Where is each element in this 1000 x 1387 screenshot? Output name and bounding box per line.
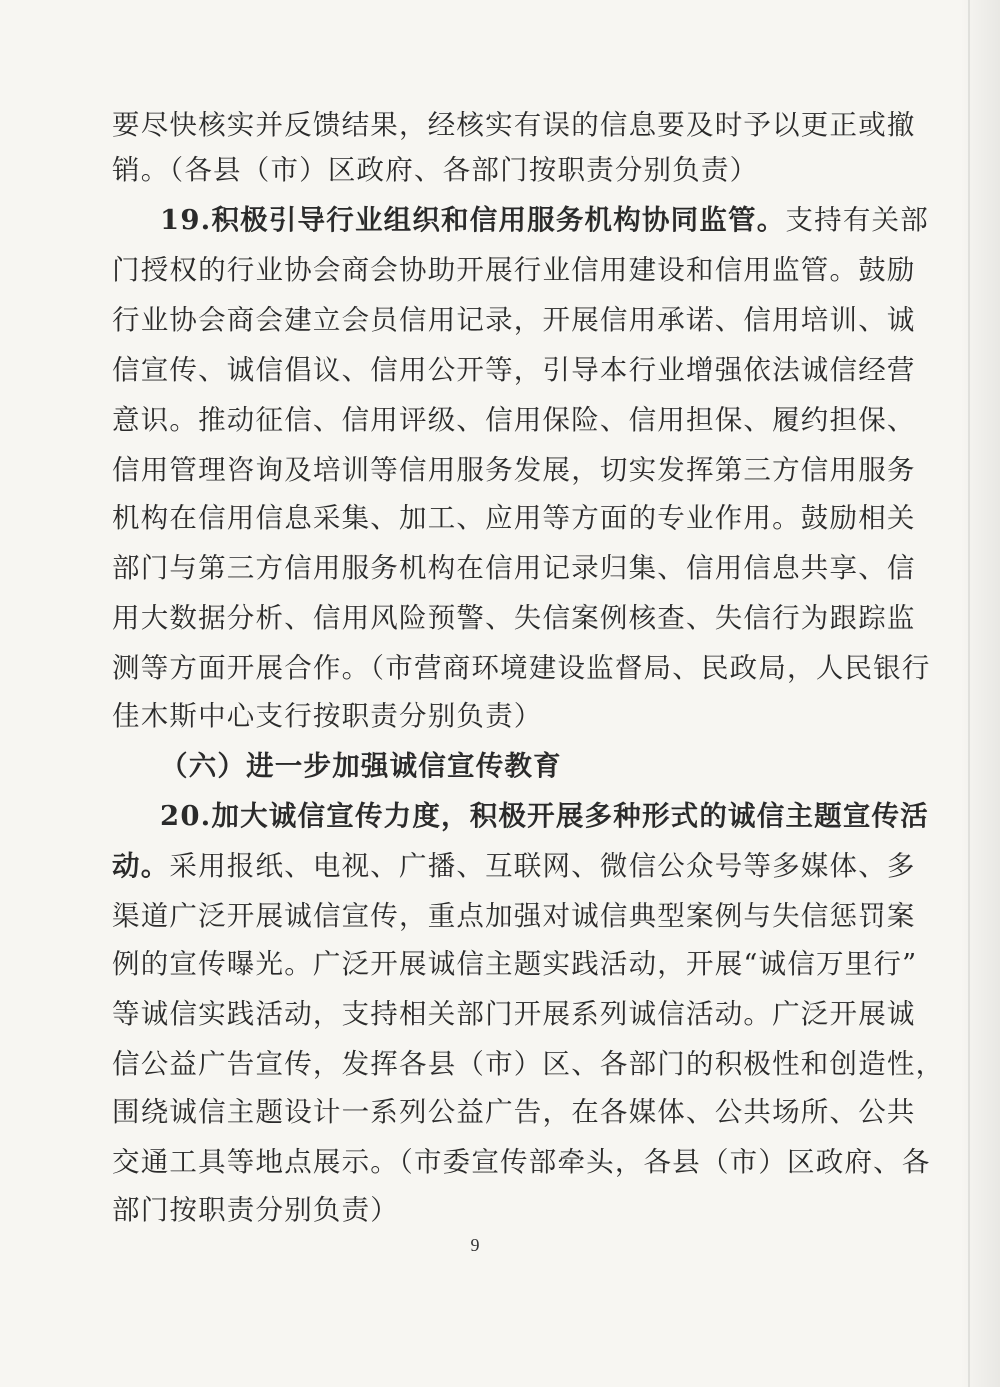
text-line: 佳木斯中心支行按职责分别负责） <box>112 700 543 732</box>
para20-second-line <box>112 848 916 884</box>
text-line: 例的宣传曝光。广泛开展诚信主题实践活动，开展“诚信万里行” <box>112 948 918 980</box>
text-line: 意识。推动征信、信用评级、信用保险、信用担保、履约担保、 <box>112 404 916 436</box>
text-line: 等诚信实践活动，支持相关部门开展系列诚信活动。广泛开展诚 <box>112 998 916 1030</box>
text-line: 围绕诚信主题设计一系列公益广告，在各媒体、公共场所、公共 <box>112 1096 916 1128</box>
text-line: 机构在信用信息采集、加工、应用等方面的专业作用。鼓励相关 <box>112 502 916 534</box>
text-line: 测等方面开展合作。（市营商环境建设监督局、民政局，人民银行 <box>112 652 931 684</box>
para19-line1-rest: 支持有关部 <box>785 204 929 236</box>
para20-line2-rest: 采用报纸、电视、广播、互联网、微信公众号等多媒体、多 <box>169 850 916 882</box>
text-line: 信公益广告宣传，发挥各县（市）区、各部门的积极性和创造性， <box>112 1048 945 1080</box>
text-line: 用大数据分析、信用风险预警、失信案例核查、失信行为跟踪监 <box>112 602 916 634</box>
para20-heading-end: 动。 <box>112 850 170 882</box>
text-line: 信用管理咨询及培训等信用服务发展，切实发挥第三方信用服务 <box>112 454 916 486</box>
text-line: 要尽快核实并反馈结果，经核实有误的信息要及时予以更正或撤 <box>112 109 916 141</box>
text-line: 部门按职责分别负责） <box>112 1194 399 1226</box>
text-line: 部门与第三方信用服务机构在信用记录归集、信用信息共享、信 <box>112 552 916 584</box>
text-line: 交通工具等地点展示。（市委宣传部牵头，各县（市）区政府、各 <box>112 1146 931 1178</box>
scan-edge <box>968 0 970 1387</box>
scan-shadow <box>960 0 1000 1387</box>
text-line: 销。（各县（市）区政府、各部门按职责分别负责） <box>112 154 759 186</box>
text-line: 行业协会商会建立会员信用记录，开展信用承诺、信用培训、诚 <box>112 304 916 336</box>
text-line: 门授权的行业协会商会协助开展行业信用建设和信用监管。鼓励 <box>112 254 916 286</box>
section-heading: （六）进一步加强诚信宣传教育 <box>160 750 562 782</box>
page-number: 9 <box>470 1235 480 1255</box>
text-line: 信宣传、诚信倡议、信用公开等，引导本行业增强依法诚信经营 <box>112 354 916 386</box>
para20-heading: 20.加大诚信宣传力度，积极开展多种形式的诚信主题宣传活 <box>160 800 929 832</box>
para19-heading: 19.积极引导行业组织和信用服务机构协同监管。 <box>160 204 786 236</box>
para19-first-line <box>160 202 929 238</box>
text-line: 渠道广泛开展诚信宣传，重点加强对诚信典型案例与失信惩罚案 <box>112 900 916 932</box>
